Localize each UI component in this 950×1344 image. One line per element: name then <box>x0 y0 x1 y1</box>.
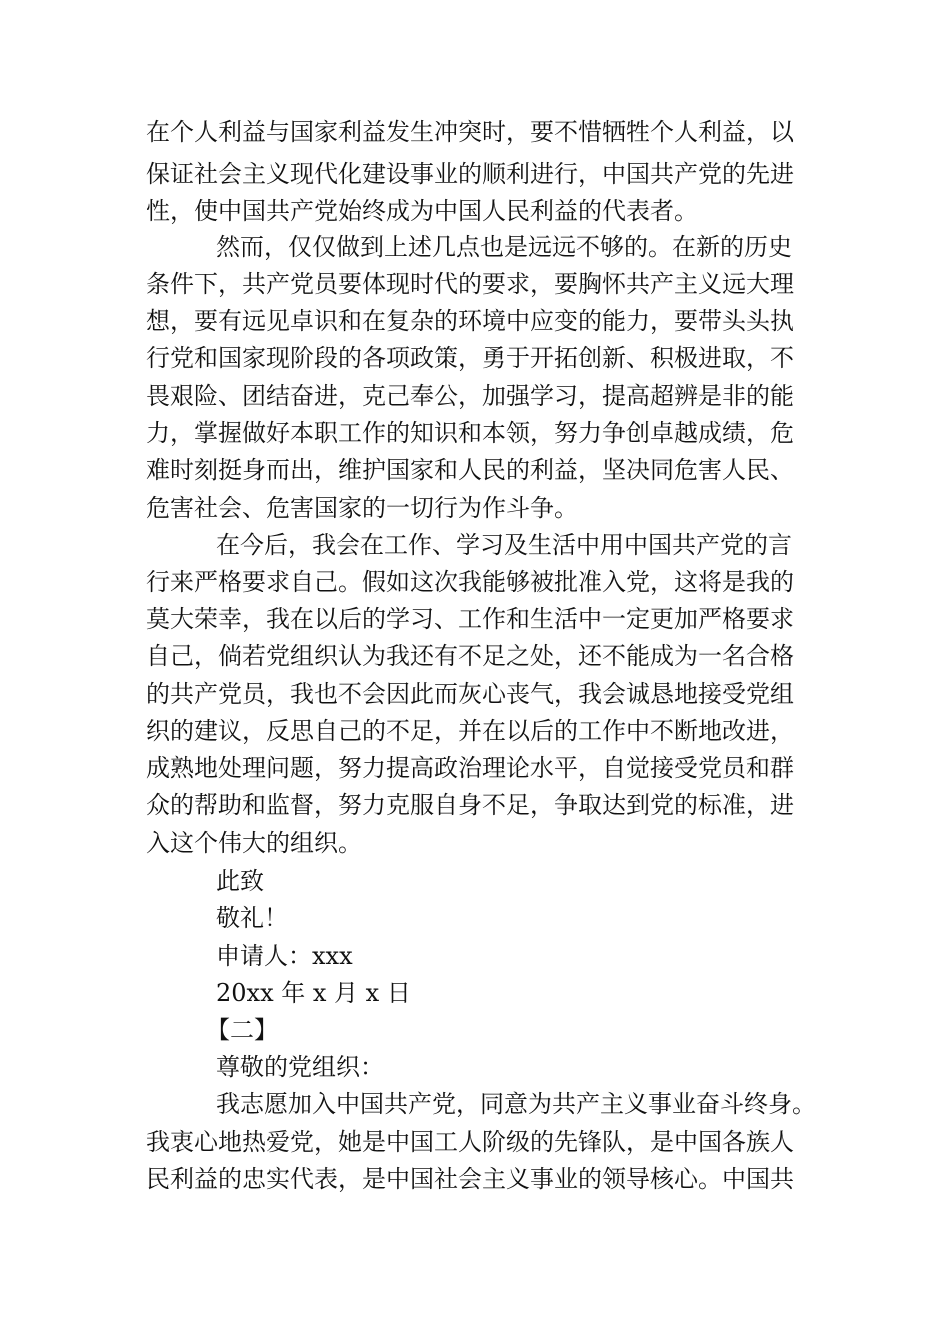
paragraph-2-line-5: 畏艰险、团结奋进，克己奉公，加强学习，提高超辨是非的能 <box>146 382 794 410</box>
paragraph-3-line-7: 成熟地处理问题，努力提高政治理论水平，自觉接受党员和群 <box>146 754 794 782</box>
paragraph-1-line-1: 在个人利益与国家利益发生冲突时，要不惜牺牲个人利益，以 <box>146 118 794 146</box>
paragraph-2-line-6: 力，掌握做好本职工作的知识和本领，努力争创卓越成绩，危 <box>146 419 794 447</box>
application-date: 20xx 年 x 月 x 日 <box>216 979 411 1007</box>
closing-jingli: 敬礼！ <box>216 904 288 932</box>
salutation: 尊敬的党组织： <box>216 1053 384 1081</box>
paragraph-2-line-2: 条件下，共产党员要体现时代的要求，要胸怀共产主义远大理 <box>146 270 794 298</box>
paragraph-2-line-4: 行党和国家现阶段的各项政策，勇于开拓创新、积极进取，不 <box>146 344 794 372</box>
applicant-signature: 申请人：xxx <box>216 942 353 970</box>
paragraph-2-line-8: 危害社会、危害国家的一切行为作斗争。 <box>146 494 578 522</box>
paragraph-3-line-5: 的共产党员，我也不会因此而灰心丧气，我会诚恳地接受党组 <box>146 680 794 708</box>
paragraph-1-line-2: 保证社会主义现代化建设事业的顺利进行，中国共产党的先进 <box>146 160 794 188</box>
paragraph-2-line-3: 想，要有远见卓识和在复杂的环境中应变的能力，要带头头执 <box>146 307 794 335</box>
section-2-line-1: 我志愿加入中国共产党，同意为共产主义事业奋斗终身。 <box>216 1090 816 1118</box>
paragraph-2-line-7: 难时刻挺身而出，维护国家和人民的利益，坚决同危害人民、 <box>146 456 794 484</box>
paragraph-3-line-9: 入这个伟大的组织。 <box>146 829 362 857</box>
section-2-line-2: 我衷心地热爱党，她是中国工人阶级的先锋队，是中国各族人 <box>146 1128 794 1156</box>
paragraph-2-line-1: 然而，仅仅做到上述几点也是远远不够的。在新的历史 <box>216 233 792 261</box>
closing-cizhi: 此致 <box>216 867 264 895</box>
paragraph-3-line-8: 众的帮助和监督，努力克服自身不足，争取达到党的标准，进 <box>146 791 794 819</box>
section-heading: 【二】 <box>206 1016 278 1044</box>
paragraph-3-line-3: 莫大荣幸，我在以后的学习、工作和生活中一定更加严格要求 <box>146 605 794 633</box>
paragraph-3-line-6: 织的建议，反思自己的不足，并在以后的工作中不断地改进， <box>146 717 794 745</box>
paragraph-3-line-2: 行来严格要求自己。假如这次我能够被批准入党，这将是我的 <box>146 568 794 596</box>
paragraph-3-line-4: 自己，倘若党组织认为我还有不足之处，还不能成为一名合格 <box>146 642 794 670</box>
section-2-line-3: 民利益的忠实代表，是中国社会主义事业的领导核心。中国共 <box>146 1165 794 1193</box>
paragraph-3-line-1: 在今后，我会在工作、学习及生活中用中国共产党的言 <box>216 531 792 559</box>
paragraph-1-line-3: 性，使中国共产党始终成为中国人民利益的代表者。 <box>146 197 698 225</box>
